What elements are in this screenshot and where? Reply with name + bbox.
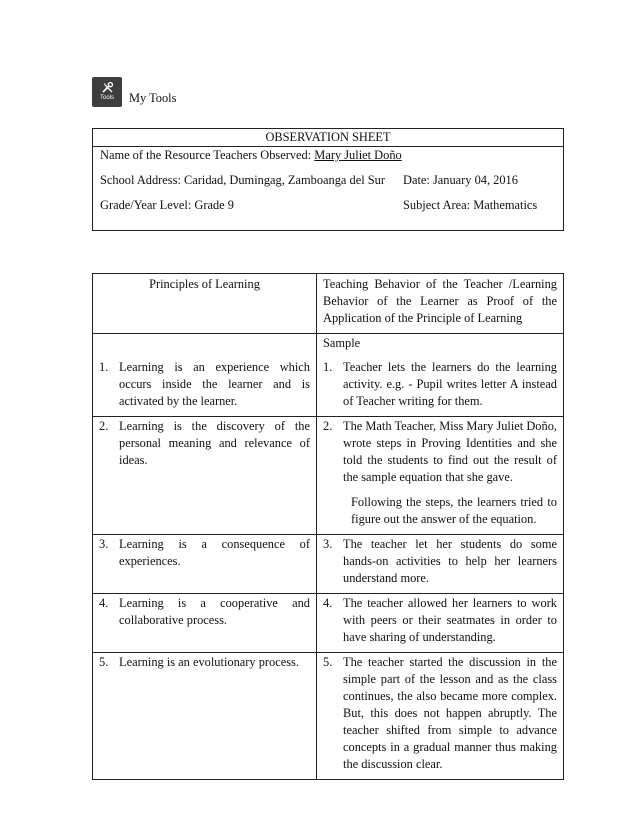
table-row [93,334,564,417]
behavior-number: 5. [323,655,333,669]
tools-icon-caption: Tools [99,95,114,101]
behavior-text: The Math Teacher, Miss Mary Juliet Doño, wrote steps in Proving Identities and she told the students to find out the result of the sample equation that she gave. [343,419,557,484]
sheet-title: OBSERVATION SHEET [93,129,563,147]
table-row [93,594,564,653]
table-row [93,417,564,535]
subject-label: Subject Area: [403,198,471,212]
behavior-number: 4. [323,596,333,610]
table-header-row [93,274,564,334]
principles-table [92,273,564,780]
principle-text: Learning is the discovery of the personal meaning and relevance of ideas. [119,419,310,467]
principle-number: 2. [99,419,109,433]
table-row [93,535,564,594]
principle-number: 3. [99,537,109,551]
principle-text: Learning is a cooperative and collaborative process. [119,596,310,627]
behavior-number: 1. [323,360,333,374]
principle-number: 4. [99,596,109,610]
grade-subject-row [100,197,556,214]
behavior-number: 2. [323,419,333,433]
principle-text: Learning is an experience which occurs inside the learner and is activated by the learner. [119,360,310,408]
date-value: January 04, 2016 [432,173,518,187]
date-label: Date: [403,173,430,187]
subject-value: Mathematics [473,198,538,212]
header-principles: Principles of Learning [93,274,317,334]
header-behavior: Teaching Behavior of the Teacher /Learning Behavior of the Learner as Proof of the Application of the Principle of Learning [317,274,564,334]
school-value: Caridad, Dumingag, Zamboanga del Sur [184,173,385,187]
wrench-screwdriver-icon [101,81,114,94]
behavior-text: The teacher started the discussion in the simple part of the lesson and as the class continues, the also became more complex. But, this does not happen abruptly. The teacher shifted from simple to advance concepts in a gradual manner thus making the discussion clear. [343,655,557,771]
principle-number: 1. [99,360,109,374]
behavior-number: 3. [323,537,333,551]
school-date-row [100,172,556,189]
name-label: Name of the Resource Teachers Observed: [100,148,312,162]
behavior-note: Following the steps, the learners tried to figure out the answer of the equation. [351,495,557,526]
behavior-text: The teacher allowed her learners to work with peers or their seatmates in order to have sharing of understanding. [343,596,557,644]
tools-label[interactable]: My Tools [129,91,177,105]
principle-number: 5. [99,655,109,669]
observed-teacher-row [100,147,556,164]
tools-icon[interactable] [92,77,122,107]
table-row [93,653,564,780]
name-value: Mary Juliet Doño [314,148,402,162]
observation-sheet [92,128,564,231]
behavior-text: The teacher let her students do some hands-on activities to help her learners understand more. [343,537,557,585]
grade-value: Grade 9 [194,198,234,212]
principle-text: Learning is a consequence of experiences. [119,537,310,568]
school-label: School Address: [100,173,181,187]
my-tools[interactable] [92,76,176,107]
behavior-text: Teacher lets the learners do the learning activity. e.g. - Pupil writes letter A instead of Teacher writing for them. [343,360,557,408]
grade-label: Grade/Year Level: [100,198,192,212]
principle-text: Learning is an evolutionary process. [119,655,299,669]
sample-label: Sample [323,336,361,350]
